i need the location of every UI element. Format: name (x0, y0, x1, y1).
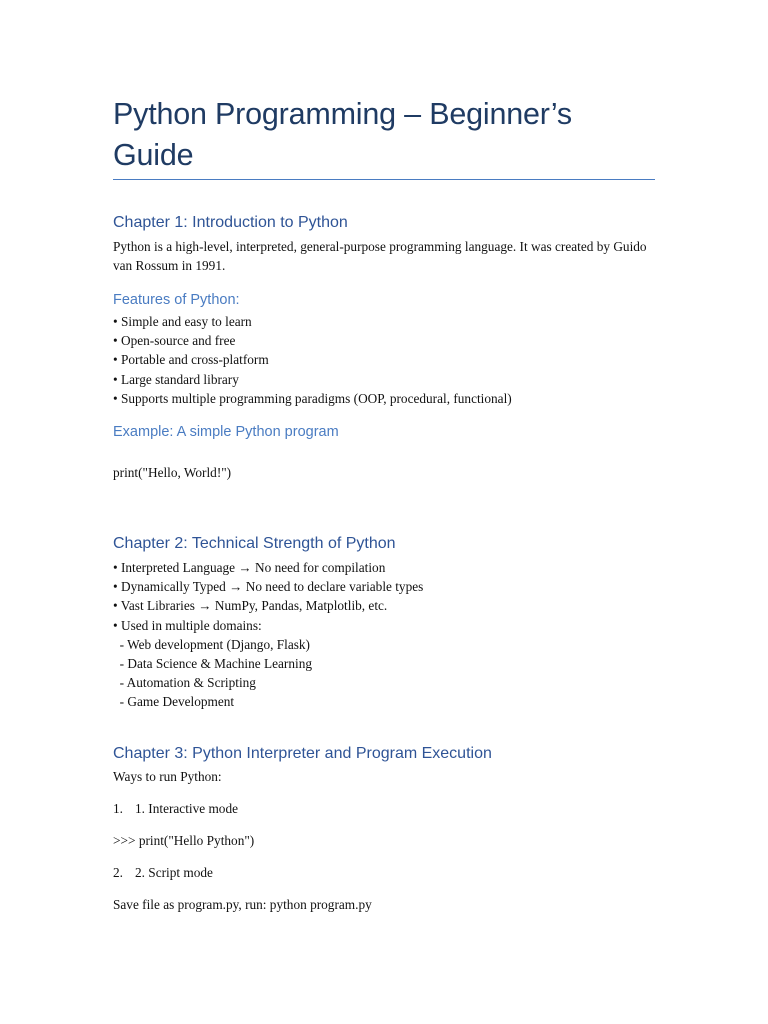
list-item: • Interpreted Language → No need for compilation (113, 560, 386, 575)
features-heading: Features of Python: (113, 292, 240, 308)
step-1-label: 1. Interactive mode (135, 801, 239, 816)
list-item: - Data Science & Machine Learning (113, 655, 312, 671)
list-item: • Vast Libraries → NumPy, Pandas, Matplotlib, etc. (113, 598, 388, 614)
chapter-2-heading: Chapter 2: Technical Strength of Python (113, 535, 396, 552)
list-item: • Simple and easy to learn (113, 314, 252, 329)
list-item: • Open-source and free (113, 333, 236, 349)
chapter-1-heading: Chapter 1: Introduction to Python (113, 214, 348, 231)
list-item: • Dynamically Typed → No need to declare variable types (113, 579, 424, 595)
list-item: - Automation & Scripting (113, 675, 256, 691)
example-heading: Example: A simple Python program (113, 424, 339, 440)
example-code: print("Hello, World!") (113, 465, 232, 480)
document-title: Python Programming – Beginner’s Guide (113, 97, 572, 172)
chapter-3-intro: Ways to run Python: (113, 769, 222, 784)
list-item: • Used in multiple domains: (113, 617, 262, 633)
step-1-number: 1. (113, 801, 123, 816)
step-2-label: 2. Script mode (135, 865, 213, 880)
list-item: • Portable and cross-platform (113, 352, 269, 368)
features-list (113, 312, 512, 408)
chapter-2-list (113, 558, 423, 712)
list-item: • Large standard library (113, 371, 239, 387)
title-underline-rule (113, 179, 655, 180)
step-1-code: >>> print("Hello Python") (113, 833, 255, 848)
list-item: - Game Development (113, 694, 235, 710)
step-2-item (113, 863, 213, 882)
step-2-note: Save file as program.py, run: python program.py (113, 897, 372, 912)
list-item: - Web development (Django, Flask) (113, 636, 310, 652)
list-item: • Supports multiple programming paradigms (OOP, procedural, functional) (113, 390, 512, 406)
chapter-1-intro-paragraph: Python is a high-level, interpreted, general-purpose programming language. It was created by Guido van Rossum in 1991. (113, 239, 647, 274)
chapter-3-heading: Chapter 3: Python Interpreter and Program Execution (113, 745, 492, 762)
step-1-item (113, 799, 238, 818)
step-2-number: 2. (113, 865, 123, 880)
